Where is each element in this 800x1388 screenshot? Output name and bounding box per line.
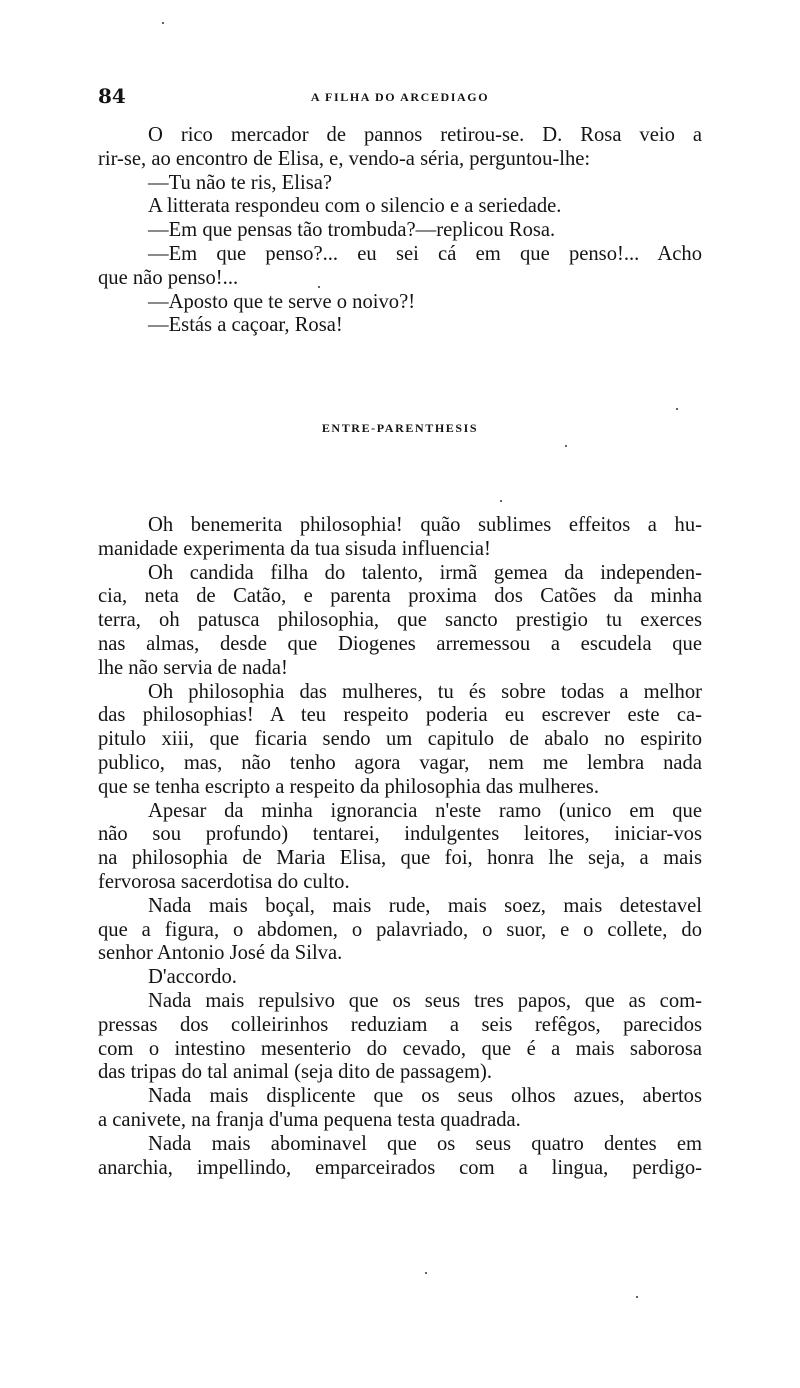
text-line: rir-se, ao encontro de Elisa, e, vendo-a séria, perguntou-lhe: [98,147,591,170]
text-line: Oh benemerita philosophia! quão sublimes effeitos a hu- [148,514,702,536]
text-block-entre-parenthesis [98,514,702,1180]
text-line: pitulo xiii, que ficaria sendo um capitulo de abalo no espirito [98,728,702,751]
text-line: manidade experimenta da tua sisuda influencia! [98,537,491,560]
text-line: cia, neta de Catão, e parenta proxima dos Catões da minha [98,585,702,608]
text-line: —Tu não te ris, Elisa? [148,171,332,194]
text-line: das philosophias! A teu respeito poderia eu escrever este ca- [98,704,702,727]
text-block-dialogue [98,124,702,338]
text-line: das tripas do tal animal (seja dito de passagem). [98,1061,493,1084]
scan-speck [636,1296,638,1298]
scan-speck [500,500,502,502]
text-line: Apesar da minha ignorancia n'este ramo (unico em que [148,799,702,822]
text-line: —Em que penso?... eu sei cá em que penso!... Acho [148,242,702,265]
text-line: Nada mais boçal, mais rude, mais soez, mais detestavel [148,894,702,917]
text-line: —Em que pensas tão trombuda?—replicou Rosa. [148,219,556,242]
text-line: nas almas, desde que Diogenes arremessou a escudela que [98,632,702,655]
text-line: Nada mais displicente que os seus olhos azues, abertos [148,1085,702,1108]
text-line: O rico mercador de pannos retirou-se. D. Rosa veio a [148,124,702,146]
page-number: 84 [98,84,126,108]
running-title: A FILHA DO ARCEDIAGO [310,90,490,104]
text-line: que a figura, o abdomen, o palavriado, o suor, e o collete, do [98,918,702,941]
text-line: pressas dos colleirinhos reduziam a seis refêgos, parecidos [98,1013,702,1036]
text-line: não sou profundo) tentarei, indulgentes leitores, iniciar-vos [98,823,702,846]
text-line: anarchia, impellindo, emparceirados com a lingua, perdigo- [98,1156,702,1179]
text-line: na philosophia de Maria Elisa, que foi, honra lhe seja, a mais [98,847,702,870]
text-line: A litterata respondeu com o silencio e a seriedade. [148,195,562,218]
text-line: —Estás a caçoar, Rosa! [148,314,343,337]
scan-speck [565,445,567,447]
scan-speck [162,22,164,24]
scan-speck [318,286,320,288]
text-line: Nada mais repulsivo que os seus tres papos, que as com- [148,989,702,1012]
text-line: lhe não servia de nada! [98,656,288,679]
text-line: D'accordo. [148,966,237,989]
scan-speck [425,1272,427,1274]
text-line: Oh candida filha do talento, irmã gemea da independen- [148,561,702,584]
text-line: a canivete, na franja d'uma pequena testa quadrada. [98,1108,521,1131]
text-line: publico, mas, não tenho agora vagar, nem me lembra nada [98,751,702,774]
scan-speck [676,408,678,410]
text-line: com o intestino mesenterio do cevado, que é a mais saborosa [98,1037,702,1060]
text-line: que se tenha escripto a respeito da philosophia das mulheres. [98,775,599,798]
text-line: que não penso!... [98,266,239,289]
text-line: senhor Antonio José da Silva. [98,942,343,965]
text-line: terra, oh patusca philosophia, que sancto prestigio tu exerces [98,609,702,632]
text-line: Nada mais abominavel que os seus quatro dentes em [148,1132,702,1155]
text-line: fervorosa sacerdotisa do culto. [98,870,350,893]
text-line: —Aposto que te serve o noivo?! [148,290,416,313]
section-heading: ENTRE-PARENTHESIS [321,421,479,435]
text-line: Oh philosophia das mulheres, tu és sobre todas a melhor [148,680,702,703]
page-header [98,84,702,110]
